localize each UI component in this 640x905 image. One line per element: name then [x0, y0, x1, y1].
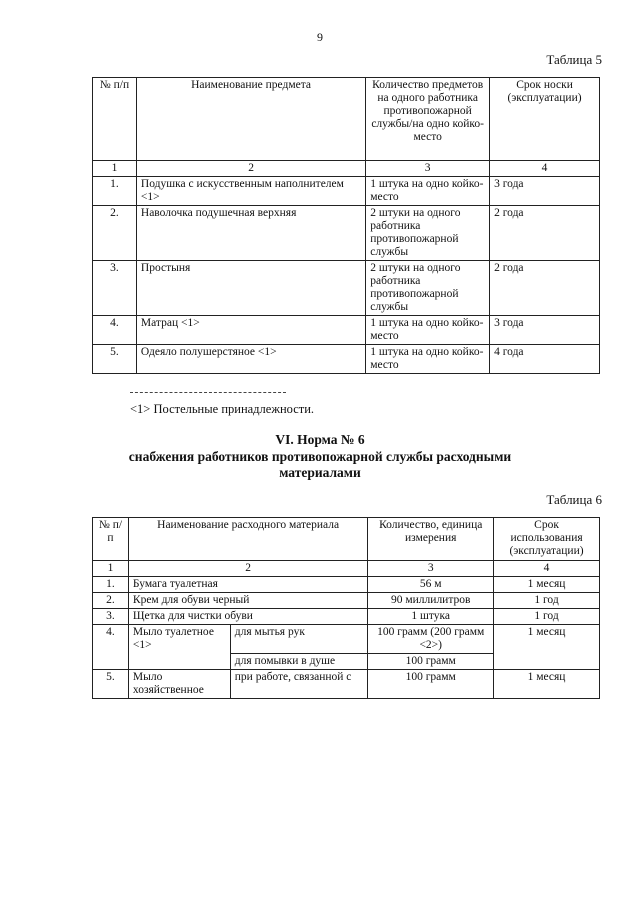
row-number: 2.	[93, 206, 137, 261]
table-row	[93, 593, 600, 609]
item-term: 3 года	[490, 316, 600, 345]
header-cell: Наименование предмета	[136, 78, 365, 161]
section-subtitle: снабжения работников противопожарной службы расходными материалами	[128, 449, 512, 480]
table-row	[93, 177, 600, 206]
header-cell: Наименование расходного материала	[128, 518, 367, 561]
header-cell: № п/п	[93, 518, 129, 561]
header-cell: № п/п	[93, 78, 137, 161]
table6-caption: Таблица 6	[546, 492, 602, 507]
table-5	[92, 77, 600, 374]
table-header-row	[93, 78, 600, 161]
row-number: 4.	[93, 316, 137, 345]
item-term: 4 года	[490, 345, 600, 374]
table-row	[93, 206, 600, 261]
material-quantity: 100 грамм	[368, 654, 494, 670]
table-6	[92, 517, 600, 699]
row-number: 1.	[93, 177, 137, 206]
col-number: 3	[368, 561, 494, 577]
table-row	[93, 625, 600, 654]
material-subtype: при работе, связанной с	[230, 670, 368, 699]
header-cell: Количество предметов на одного работника противопожарной службы/на одно койко-место	[366, 78, 490, 161]
material-quantity: 1 штука	[368, 609, 494, 625]
col-number: 4	[490, 161, 600, 177]
material-quantity: 56 м	[368, 577, 494, 593]
item-quantity: 1 штука на одно койко-место	[366, 316, 490, 345]
material-term: 1 месяц	[494, 625, 600, 670]
item-name: Наволочка подушечная верхняя	[136, 206, 365, 261]
material-subtype: для помывки в душе	[230, 654, 368, 670]
material-name: Мыло хозяйственное	[128, 670, 230, 699]
material-quantity: 100 грамм	[368, 670, 494, 699]
col-number: 1	[93, 161, 137, 177]
item-term: 2 года	[490, 261, 600, 316]
material-subtype: для мытья рук	[230, 625, 368, 654]
header-cell: Срок использования (эксплуатации)	[494, 518, 600, 561]
table-row	[93, 609, 600, 625]
material-name: Щетка для чистки обуви	[128, 609, 367, 625]
material-term: 1 год	[494, 609, 600, 625]
item-name: Подушка с искусственным наполнителем <1>	[136, 177, 365, 206]
page-number: 9	[317, 30, 323, 44]
footnote: <1> Постельные принадлежности.	[130, 402, 315, 416]
material-name: Крем для обуви черный	[128, 593, 367, 609]
material-term: 1 месяц	[494, 577, 600, 593]
material-term: 1 год	[494, 593, 600, 609]
row-number: 4.	[93, 625, 129, 670]
table-row	[93, 261, 600, 316]
material-quantity: 100 грамм (200 грамм <2>)	[368, 625, 494, 654]
section-title: VI. Норма № 6	[275, 432, 365, 447]
table-row	[93, 577, 600, 593]
row-number: 2.	[93, 593, 129, 609]
row-number: 3.	[93, 609, 129, 625]
col-number: 4	[494, 561, 600, 577]
column-number-row	[93, 161, 600, 177]
table-row	[93, 670, 600, 699]
item-term: 3 года	[490, 177, 600, 206]
row-number: 5.	[93, 345, 137, 374]
table-header-row	[93, 518, 600, 561]
material-name: Бумага туалетная	[128, 577, 367, 593]
material-quantity: 90 миллилитров	[368, 593, 494, 609]
footnote-divider	[130, 392, 286, 393]
item-name: Матрац <1>	[136, 316, 365, 345]
row-number: 3.	[93, 261, 137, 316]
row-number: 1.	[93, 577, 129, 593]
header-cell: Количество, единица измерения	[368, 518, 494, 561]
item-quantity: 2 штуки на одного работника противопожарной службы	[366, 206, 490, 261]
table5-caption: Таблица 5	[546, 52, 602, 67]
material-term: 1 месяц	[494, 670, 600, 699]
item-quantity: 2 штуки на одного работника противопожарной службы	[366, 261, 490, 316]
table-row	[93, 316, 600, 345]
col-number: 2	[136, 161, 365, 177]
header-cell: Срок носки (эксплуатации)	[490, 78, 600, 161]
row-number: 5.	[93, 670, 129, 699]
col-number: 3	[366, 161, 490, 177]
col-number: 1	[93, 561, 129, 577]
column-number-row	[93, 561, 600, 577]
material-name: Мыло туалетное <1>	[128, 625, 230, 670]
table-row	[93, 345, 600, 374]
item-quantity: 1 штука на одно койко-место	[366, 345, 490, 374]
item-quantity: 1 штука на одно койко-место	[366, 177, 490, 206]
item-name: Простыня	[136, 261, 365, 316]
item-term: 2 года	[490, 206, 600, 261]
item-name: Одеяло полушерстяное <1>	[136, 345, 365, 374]
col-number: 2	[128, 561, 367, 577]
